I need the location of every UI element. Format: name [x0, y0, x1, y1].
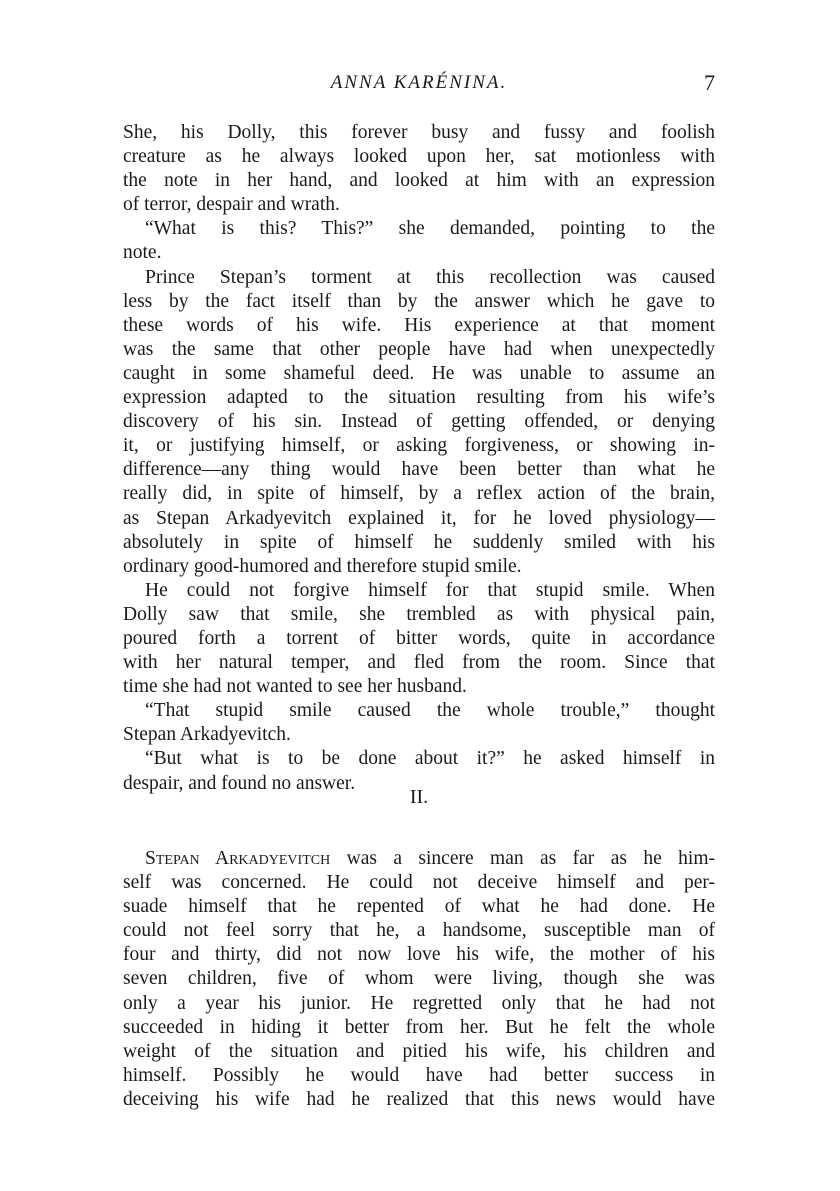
text-line: of terror, despair and wrath. — [123, 194, 340, 216]
running-title: ANNA KARÉNINA. — [330, 72, 508, 93]
text-line: as Stepan Arkadyevitch explained it, for he loved physiology— — [123, 507, 715, 529]
text-line: ordinary good-humored and therefore stupid smile. — [123, 555, 522, 577]
text-line: “But what is to be done about it?” he asked himself in — [145, 748, 715, 770]
text-line: Prince Stepan’s torment at this recollection was caused — [145, 266, 715, 288]
first-line-rest: was a sincere man as far as he him- — [330, 848, 715, 869]
text-line: only a year his junior. He regretted only that he had not — [123, 992, 715, 1014]
text-line: discovery of his sin. Instead of getting offended, or denying — [123, 411, 715, 433]
text-line: Stepan Arkadyevitch. — [123, 724, 291, 746]
text-line: with her natural temper, and fled from the room. Since that — [123, 652, 715, 674]
text-line: absolutely in spite of himself he suddenly smiled with his — [123, 531, 715, 553]
text-line: note. — [123, 242, 162, 264]
page-number: 7 — [704, 70, 715, 95]
text-line: time she had not wanted to see her husband. — [123, 676, 467, 698]
text-line: weight of the situation and pitied his wife, his children and — [123, 1040, 715, 1062]
text-line: caught in some shameful deed. He was unable to assume an — [123, 362, 715, 384]
text-line: expression adapted to the situation resulting from his wife’s — [123, 387, 715, 409]
text-line: suade himself that he repented of what he had done. He — [123, 896, 715, 918]
text-line: four and thirty, did not now love his wife, the mother of his — [123, 944, 715, 966]
text-line: self was concerned. He could not deceive himself and per- — [123, 872, 715, 894]
chapter-heading: II. — [409, 786, 429, 808]
text-line: these words of his wife. His experience at that moment — [123, 314, 715, 336]
text-line-first — [123, 847, 715, 871]
text-block-section-2 — [123, 847, 715, 1112]
text-line: difference—any thing would have been better than what he — [123, 459, 715, 481]
text-block-section-1 — [123, 121, 715, 796]
text-line: “What is this? This?” she demanded, pointing to the — [145, 218, 715, 240]
text-line: it, or justifying himself, or asking forgiveness, or showing in- — [123, 435, 715, 457]
text-line: the note in her hand, and looked at him with an expression — [123, 170, 715, 192]
text-line: was the same that other people have had when unexpectedly — [123, 338, 715, 360]
text-line: “That stupid smile caused the whole trouble,” thought — [145, 700, 715, 722]
text-line: deceiving his wife had he realized that this news would have — [123, 1088, 715, 1110]
text-line: himself. Possibly he would have had better success in — [123, 1064, 715, 1086]
text-line: Dolly saw that smile, she trembled as with physical pain, — [123, 603, 715, 625]
text-line: He could not forgive himself for that stupid smile. When — [145, 579, 715, 601]
running-header — [123, 72, 715, 100]
text-line: could not feel sorry that he, a handsome, susceptible man of — [123, 920, 715, 942]
text-line: despair, and found no answer. — [123, 772, 356, 794]
text-line: She, his Dolly, this forever busy and fussy and foolish — [123, 122, 715, 143]
text-line: really did, in spite of himself, by a reflex action of the brain, — [123, 483, 715, 505]
text-line: poured forth a torrent of bitter words, quite in accordance — [123, 627, 715, 649]
text-line: seven children, five of whom were living, though she was — [123, 968, 715, 990]
text-line: less by the fact itself than by the answer which he gave to — [123, 290, 715, 312]
smallcaps-name: Stepan Arkadyevitch — [145, 848, 331, 869]
text-line: succeeded in hiding it better from her. But he felt the whole — [123, 1016, 715, 1038]
text-line: creature as he always looked upon her, sat motionless with — [123, 146, 715, 168]
